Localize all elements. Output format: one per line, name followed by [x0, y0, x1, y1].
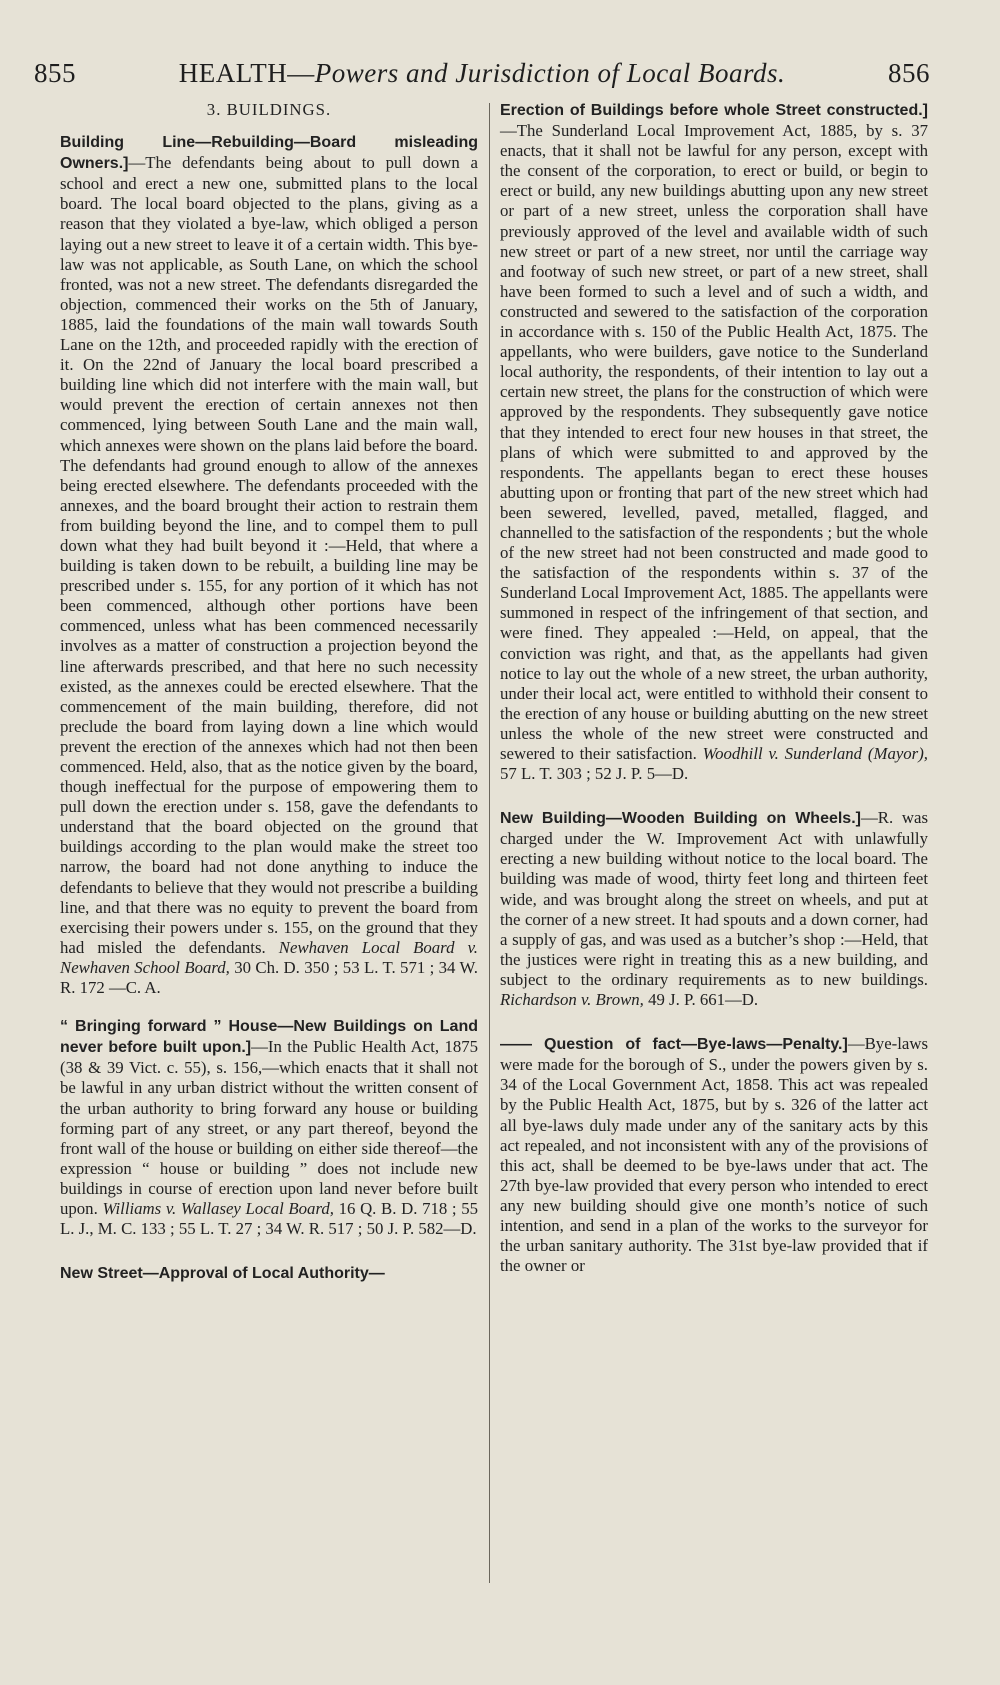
case-name: Woodhill v. Sunderland (Mayor),: [702, 744, 928, 763]
running-title: [34, 58, 930, 89]
entry-heading: “ Bringing forward ” House—New Buildings on Land never before built upon.]: [60, 1018, 478, 1057]
entry-bringing-forward: [60, 1016, 478, 1239]
entry-body: —In the Public Health Act, 1875 (38 & 39 Vict. c. 55), s. 156,—which enacts that it shall not be lawful in any urban district without the written consent of the urban authority to bring forward any house or building forming part of any street, or any part thereof, beyond the front wall of the house or building on either side thereof—the expression “ house or building ” does not include new buildings in course of erection upon land never before built upon.: [60, 1037, 479, 1218]
entry-body: —The defendants being about to pull down a school and erect a new one, submitted plans to the local board. The local board objected to the plans, giving as a reason that they violated a bye-law, which obliged a person laying out a new street to leave it of a certain width. This bye-law was not applicable, as South Lane, on which the school fronted, was not a new street. The defendants disregarded the objection, commenced their works on the 5th of January, 1885, laid the foundations of the main wall towards South Lane on the 12th, and proceeded rapidly with the erection of it. On the 22nd of January the local board prescribed a building line which did not interfere with the main wall, but would prevent the erection of certain annexes not then commenced, lying between South Lane and the main wall, which annexes were shown on the plans laid before the board. The defendants had ground enough to allow of the annexes being erected elsewhere. The defendants proceeded with the annexes, and the board brought their action to restrain them from building beyond the line, and to compel them to pull down what they had built beyond it :—Held, that where a building is taken down to be rebuilt, a building line may be prescribed under s. 155, for any portion of it which has not been commenced, although other portions have been commenced, unless what has been commenced necessarily involves as a matter of construction a projection beyond the line afterwards prescribed, and that here no such necessity existed, as the annexes could be erected elsewhere. That the commencement of the main building, therefore, did not preclude the board from laying down a line which would prevent the erection of the annexes which had not then been commenced. Held, also, that as the notice given by the board, though ineffectual for the purpose of empowering them to pull down the erection under s. 158, gave the defendants to understand that the board objected on the ground that buildings according to the plan would make the street too narrow, the board had not done anything to induce the defendants to believe that they would not prescribe a building line, and that there was no equity to prevent the board from exercising their powers under s. 155, on the ground that they had misled the defendants.: [60, 153, 478, 957]
entry-body: —Bye-laws were made for the borough of S., under the powers given by s. 34 of the Local Government Act, 1858. This act was repealed by the Public Health Act, 1875, but by s. 326 of the latter act all bye-laws duly made under any of the sanitary acts by this act repealed, and not inconsistent with any of the provisions of this act, shall be deemed to be bye-laws under that act. The 27th bye-law provided that every person who intended to erect any new building should give one month’s notice of such intention, and send in a plan of the works to the surveyor for the urban sanitary authority. The 31st bye-law provided that if the owner or: [500, 1034, 928, 1276]
section-heading: 3. BUILDINGS.: [206, 100, 332, 119]
entry-heading: —— Question of fact—Bye-laws—Penalty.]: [500, 1036, 848, 1054]
entry-heading: New Street—Approval of Local Authority—: [60, 1265, 385, 1283]
page-number-right: 856: [888, 58, 930, 88]
case-citation: 30 Ch. D. 350 ; 53 L. T. 571 ; 34 W. R. 172 —C. A.: [60, 957, 478, 998]
entry-building-line: [60, 132, 478, 998]
page-number-left: 855: [34, 58, 76, 88]
entry-body: —R. was charged under the W. Improvement Act with unlawfully erecting a new building without notice to the local board. The building was made of wood, thirty feet long and thirteen feet wide, and was brought along the street on wheels, and put at the corner of a new street. It had spouts and a down corner, had a supply of gas, and was used as a butcher’s shop :—Held, that the justices were right in treating this as a new building, and subject to the ordinary requirements as to new buildings.: [500, 808, 928, 989]
case-name: Newhaven Local Board v. Newhaven School Board,: [60, 937, 478, 977]
case-citation: 16 Q. B. D. 718 ; 55 L. J., M. C. 133 ; 55 L. T. 27 ; 34 W. R. 517 ; 50 J. P. 582—D.: [60, 1198, 478, 1239]
title-italic: Powers and Jurisdiction of Local Boards.: [314, 58, 786, 88]
left-column: [60, 100, 478, 1284]
entry-wooden-building: [500, 808, 928, 1010]
entry-heading: Erection of Buildings before whole Street constructed.]: [500, 102, 928, 119]
entry-heading: New Building—Wooden Building on Wheels.]: [500, 810, 861, 828]
right-column: [500, 100, 928, 1276]
case-citation: 49 J. P. 661—D.: [648, 990, 759, 1010]
entry-question-of-fact: [500, 1034, 928, 1276]
entry-new-street-continued: [500, 100, 928, 784]
running-header: [34, 58, 930, 98]
column-divider: [489, 103, 490, 1583]
case-name: Williams v. Wallasey Local Board,: [102, 1198, 334, 1218]
entry-body: —The Sunderland Local Improvement Act, 1885, by s. 37 enacts, that it shall not be lawful for any person, except with the consent of the corporation, to erect or build, or begin to erect or build, any new buildings abutting upon any new street or part of a new street, unless the corporation shall have previously approved of the level and available width of such new street or part of a new street, nor until the carriage way and footway of such new street, or part of a new street, shall have been formed to such a level and of such a width, and constructed and sewered to the satisfaction of the corporation in accordance with s. 150 of the Public Health Act, 1875. The appellants, who were builders, gave notice to the Sunderland local authority, the respondents, of their intention to lay out a certain new street, the plans for the construction of which were approved by the respondents. They subsequently gave notice that they intended to erect four new houses in that street, the plans of which were submitted to and approved by the respondents. The appellants began to erect these houses abutting upon or fronting that part of the new street which had been sewered, levelled, paved, metalled, flagged, and channelled to the satisfaction of the respondents ; but the whole of the new street had not been constructed and made good to the satisfaction of the respondents within s. 37 of the Sunderland Local Improvement Act, 1885. The appellants were summoned in respect of the infringement of that section, and were fined. They appealed :—Held, on appeal, that the conviction was right, and that, as the appellants had given notice to lay out the whole of a new street, the urban authority, under their local act, were entitled to withhold their consent to the erection of any house or building abutting on the new street unless the whole of the new street were constructed and sewered to their satisfaction.: [500, 121, 928, 763]
case-name: Richardson v. Brown,: [500, 990, 644, 1010]
case-citation: 57 L. T. 303 ; 52 J. P. 5—D.: [500, 764, 689, 784]
title-main: HEALTH—: [178, 58, 315, 88]
entry-new-street-heading: [60, 1263, 478, 1284]
entry-heading: Building Line—Rebuilding—Board misleading Owners.]: [60, 134, 478, 173]
